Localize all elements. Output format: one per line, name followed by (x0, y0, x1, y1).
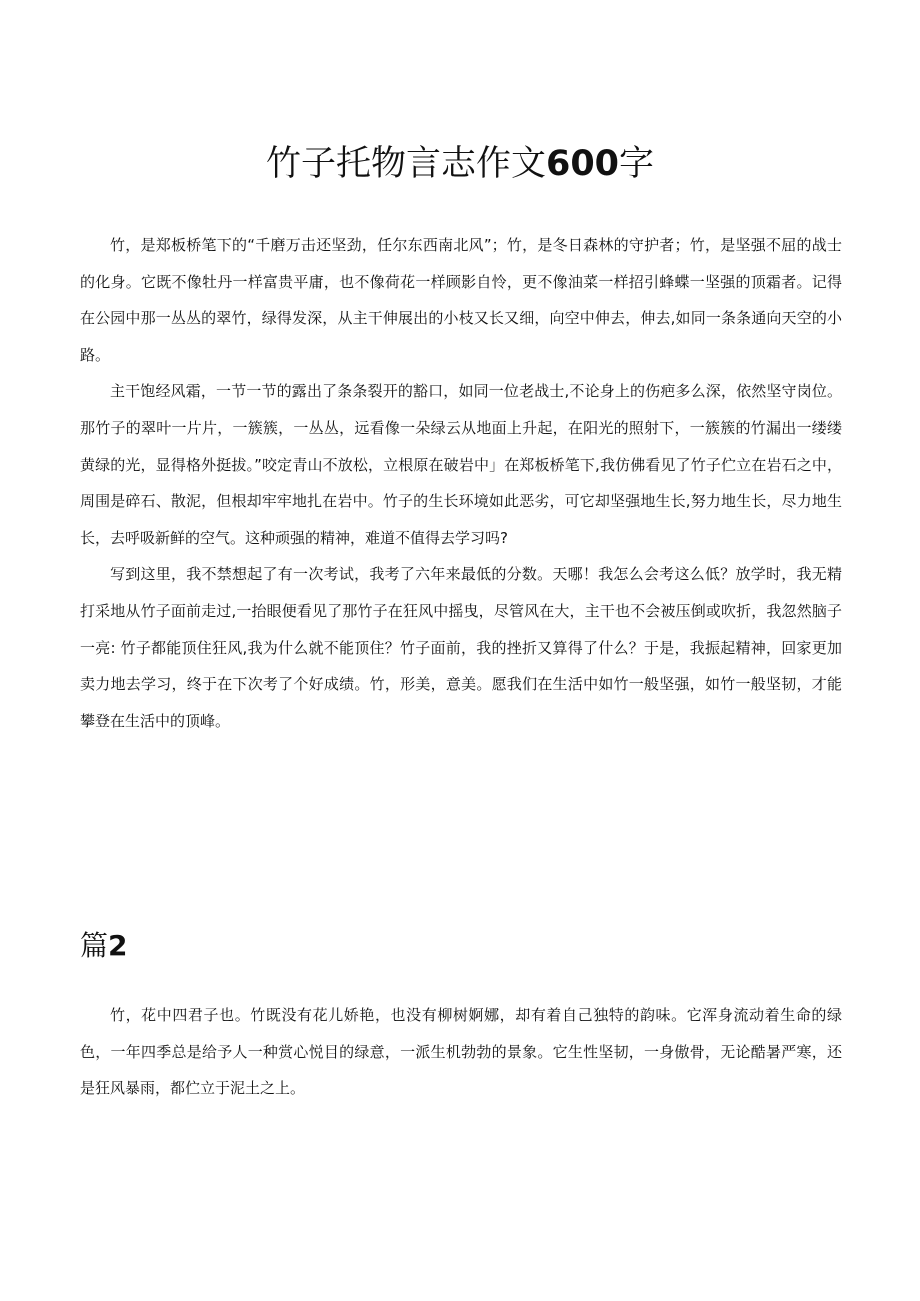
section2-paragraph-1: 竹，花中四君子也。竹既没有花儿娇艳，也没有柳树婀娜，却有着自己独特的韵味。它浑身流动着生命的绿色，一年四季总是给予人一种赏心悦目的绿意，一派生机勃勃的景象。它生性坚韧，一身傲骨，无论酷暑严寒，还是狂风暴雨，都伫立于泥土之上。 (80, 1006, 842, 1098)
paragraph-3: 写到这里，我不禁想起了有一次考试，我考了六年来最低的分数。天哪！我怎么会考这么低？放学时，我无精打采地从竹子面前走过,一抬眼便看见了那竹子在狂风中摇曳，尽管风在大，主干也不会被压倒或吹折，我忽然脑子一亮: 竹子都能顶住狂风,我为什么就不能顶住？竹子面前，我的挫折又算得了什么？于是，我振起精神，回家更加卖力地去学习，终于在下次考了个好成绩。竹，形美，意美。愿我们在生活中如竹一般坚强，如竹一般坚韧，才能攀登在生活中的顶峰。 (80, 565, 842, 730)
paragraph-1: 竹，是郑板桥笔下的“千磨万击还坚劲，任尔东西南北风”；竹，是冬日森林的守护者；竹，是坚强不屈的战士的化身。它既不像牡丹一样富贵平庸，也不像荷花一样顾影自怜，更不像油菜一样招引蜂蝶一坚强的顶霜者。记得在公园中那一丛丛的翠竹，绿得发深，从主干伸展出的小枝又长又细，向空中伸去，伸去,如同一条条通向天空的小路。 (80, 236, 842, 364)
title-suffix: 字 (619, 144, 655, 184)
paragraph-2: 主干饱经风霜，一节一节的露出了条条裂开的豁口，如同一位老战士,不论身上的伤疤多么深，依然坚守岗位。那竹子的翠叶一片片，一簇簇，一丛丛，远看像一朵绿云从地面上升起，在阳光的照射下，一簇簇的竹漏出一缕缕黄绿的光，显得格外挺拔。”咬定青山不放松，立根原在破岩中」在郑板桥笔下,我仿佛看见了竹子伫立在岩石之中，周围是碎石、散泥，但根却牢牢地扎在岩中。竹子的生长环境如此恶劣，可它却坚强地生长,努力地生长，尽力地生长，去呼吸新鲜的空气。这种顽强的精神，难道不值得去学习吗? (80, 382, 842, 547)
section-heading-text: 篇 (80, 929, 109, 962)
title-number: 600 (545, 144, 620, 184)
section-heading (80, 924, 128, 968)
article-body (80, 227, 842, 739)
page-title (0, 138, 920, 190)
title-text: 竹子托物言志作文 (265, 144, 546, 184)
section2-body (80, 997, 842, 1107)
section-heading-number: 2 (108, 929, 128, 962)
